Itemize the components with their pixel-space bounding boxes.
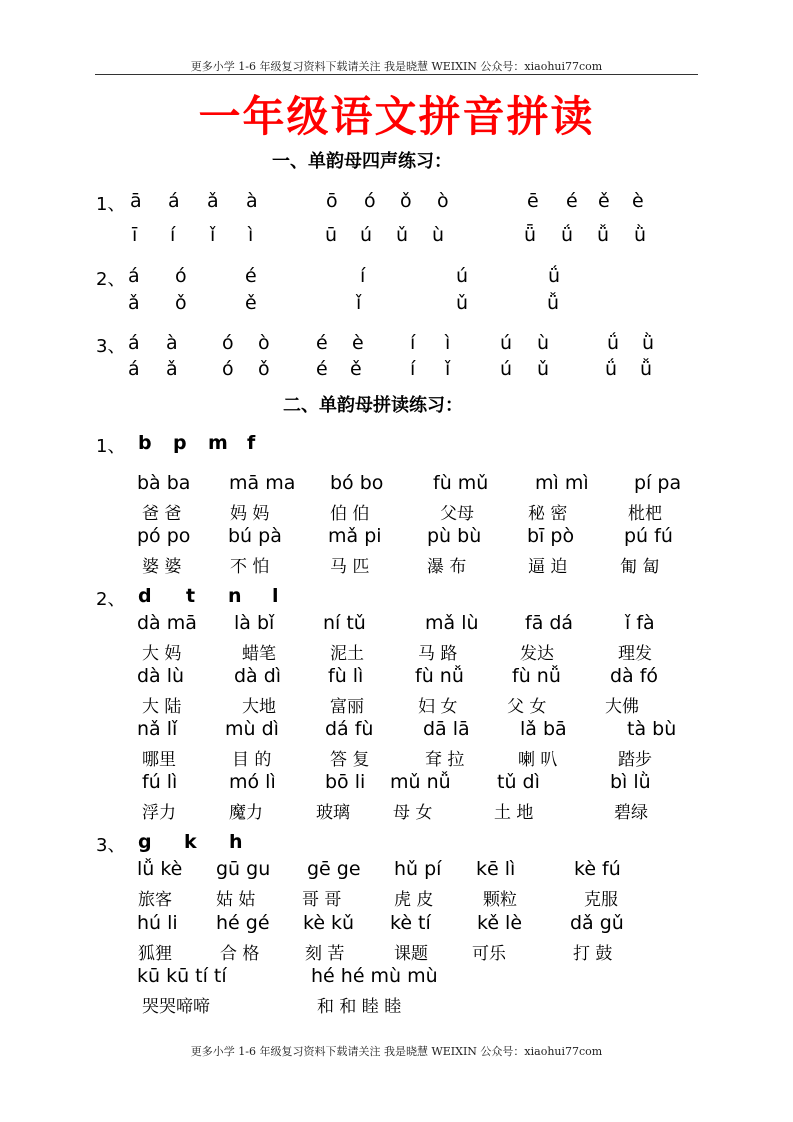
tone-vowel: ǚ: [547, 292, 560, 314]
pinyin-word: dà mā: [137, 612, 197, 634]
pinyin-word: kē lì: [476, 858, 516, 880]
pinyin-word: hú li: [137, 912, 178, 934]
hanzi-word: 泥土: [330, 644, 364, 664]
tone-vowel: ě: [598, 190, 610, 212]
pinyin-word: pù bù: [427, 525, 482, 547]
pinyin-word: kè kǔ: [303, 912, 355, 934]
page-footer: 更多小学 1-6 年级复习资料下载请关注 我是晓慧 WEIXIN 公众号：xiaohui77com: [190, 1045, 603, 1058]
initial-letter: d: [138, 585, 152, 607]
tone-vowel: ǔ: [456, 292, 469, 314]
initial-letter: f: [247, 432, 256, 454]
hanzi-word: 父母: [440, 504, 474, 524]
s1-number-3: 3、: [96, 336, 126, 357]
tone-vowel: á: [128, 265, 140, 287]
hanzi-word: 狐狸: [138, 944, 172, 964]
tone-vowel: ǘ: [561, 224, 574, 246]
pinyin-word: kè fú: [574, 858, 621, 880]
hanzi-word: 父 女: [507, 697, 547, 717]
pinyin-word: dà dì: [234, 665, 282, 687]
tone-vowel: ó: [222, 332, 234, 354]
hanzi-word: 目 的: [232, 750, 272, 770]
hanzi-word: 哥 哥: [302, 890, 342, 910]
pinyin-word: hǔ pí: [394, 858, 442, 880]
pinyin-word: bó bo: [330, 472, 384, 494]
pinyin-word: hé hé mù mù: [311, 965, 438, 987]
tone-vowel: ó: [222, 358, 234, 380]
pinyin-word: lǚ kè: [137, 858, 183, 880]
pinyin-word: ní tǔ: [323, 612, 366, 634]
pinyin-word: tǔ dì: [497, 771, 540, 793]
hanzi-word: 蜡笔: [242, 644, 276, 664]
tone-vowel: é: [316, 332, 328, 354]
pinyin-word: fù lì: [328, 665, 364, 687]
g1-number: 1、: [96, 436, 126, 457]
tone-vowel: ò: [258, 332, 270, 354]
hanzi-word: 伯 伯: [330, 504, 370, 524]
tone-vowel: ī: [132, 224, 138, 246]
pinyin-word: mì mì: [535, 472, 589, 494]
tone-vowel: ě: [245, 292, 257, 314]
initial-letter: h: [229, 831, 243, 853]
hanzi-word: 发达: [520, 644, 554, 664]
tone-vowel: ǚ: [597, 224, 610, 246]
tone-vowel: ò: [437, 190, 449, 212]
pinyin-word: tà bù: [627, 718, 677, 740]
tone-vowel: ú: [500, 358, 513, 380]
hanzi-word: 逼 迫: [528, 557, 568, 577]
tone-vowel: ǘ: [605, 358, 618, 380]
pinyin-word: pú fú: [624, 525, 673, 547]
pinyin-word: hé gé: [216, 912, 270, 934]
tone-vowel: ǜ: [642, 332, 655, 354]
hanzi-word: 克服: [584, 890, 618, 910]
pinyin-word: mā ma: [229, 472, 296, 494]
tone-vowel: ǐ: [356, 292, 362, 314]
pinyin-word: bō li: [325, 771, 366, 793]
hanzi-word: 不 怕: [230, 557, 270, 577]
page-title: 一年级语文拼音拼读: [198, 92, 595, 141]
hanzi-word: 姑 姑: [216, 890, 256, 910]
s1-number-1: 1、: [96, 194, 126, 215]
initial-letter: b: [138, 432, 152, 454]
tone-vowel: é: [316, 358, 328, 380]
header-rule: [95, 74, 698, 75]
pinyin-word: bì lǜ: [610, 771, 651, 793]
tone-vowel: ǔ: [396, 224, 409, 246]
pinyin-word: fā dá: [525, 612, 574, 634]
hanzi-word: 大佛: [605, 697, 639, 717]
tone-vowel: à: [246, 190, 258, 212]
hanzi-word: 哪里: [142, 750, 176, 770]
tone-vowel: ǜ: [634, 224, 647, 246]
hanzi-word: 颗粒: [483, 890, 517, 910]
tone-vowel: ū: [325, 224, 338, 246]
tone-vowel: ā: [130, 190, 142, 212]
hanzi-word: 妈 妈: [230, 504, 270, 524]
hanzi-word: 土 地: [494, 803, 534, 823]
tone-vowel: ǘ: [607, 332, 620, 354]
initial-letter: p: [173, 432, 187, 454]
section-1-title: 一、单韵母四声练习：: [272, 151, 452, 172]
tone-vowel: ǐ: [210, 224, 216, 246]
pinyin-word: fú lì: [142, 771, 178, 793]
hanzi-word: 魔力: [229, 803, 263, 823]
tone-vowel: ì: [248, 224, 254, 246]
tone-vowel: ǘ: [548, 265, 561, 287]
pinyin-word: mù dì: [225, 718, 279, 740]
initial-letter: t: [186, 585, 196, 607]
hanzi-word: 大 妈: [142, 644, 182, 664]
hanzi-word: 浮力: [142, 803, 176, 823]
pinyin-word: mǔ nǚ: [390, 771, 451, 793]
tone-vowel: á: [128, 332, 140, 354]
tone-vowel: ō: [326, 190, 338, 212]
hanzi-word: 大 陆: [142, 697, 182, 717]
pinyin-word: dá fù: [325, 718, 374, 740]
pinyin-word: dà fó: [610, 665, 659, 687]
initial-letter: n: [228, 585, 242, 607]
hanzi-word: 枇杷: [628, 504, 662, 524]
tone-vowel: é: [245, 265, 257, 287]
hanzi-word: 打 鼓: [573, 944, 613, 964]
pinyin-word: gū gu: [216, 858, 271, 880]
hanzi-word: 匍 匐: [620, 557, 660, 577]
initial-letter: m: [208, 432, 228, 454]
initial-letter: g: [138, 831, 152, 853]
hanzi-word: 瀑 布: [427, 557, 467, 577]
tone-vowel: ù: [432, 224, 445, 246]
pinyin-word: ǐ fà: [625, 612, 655, 634]
pinyin-word: kě lè: [477, 912, 523, 934]
pinyin-word: gē ge: [307, 858, 361, 880]
hanzi-word: 虎 皮: [394, 890, 434, 910]
section-2-title: 二、单韵母拼读练习：: [283, 395, 463, 416]
tone-vowel: ǔ: [537, 358, 550, 380]
pinyin-word: là bǐ: [234, 612, 275, 634]
hanzi-word: 母 女: [393, 803, 433, 823]
tone-vowel: ě: [350, 358, 362, 380]
hanzi-word: 婆 婆: [142, 557, 182, 577]
pinyin-word: fù nǚ: [512, 665, 561, 687]
pinyin-word: fù nǚ: [415, 665, 464, 687]
hanzi-word: 刻 苦: [305, 944, 345, 964]
g2-number: 2、: [96, 589, 126, 610]
pinyin-word: mǎ pi: [328, 525, 382, 547]
tone-vowel: í: [360, 265, 366, 287]
pinyin-word: kè tí: [390, 912, 431, 934]
hanzi-word: 马 路: [418, 644, 458, 664]
pinyin-word: bī pò: [527, 525, 575, 547]
pinyin-word: kū kū tí tí: [137, 965, 227, 987]
hanzi-word: 踏步: [618, 750, 652, 770]
tone-vowel: ǎ: [207, 190, 219, 212]
hanzi-word: 可乐: [472, 944, 506, 964]
tone-vowel: ǎ: [128, 292, 140, 314]
tone-vowel: ǐ: [445, 358, 451, 380]
s1-number-2: 2、: [96, 269, 126, 290]
tone-vowel: ú: [456, 265, 469, 287]
pinyin-word: dā lā: [423, 718, 470, 740]
hanzi-word: 耷 拉: [425, 750, 465, 770]
tone-vowel: ì: [445, 332, 451, 354]
pinyin-word: fù mǔ: [433, 472, 489, 494]
hanzi-word: 喇 叭: [518, 750, 558, 770]
tone-vowel: ǒ: [400, 190, 412, 212]
hanzi-word: 碧绿: [614, 803, 648, 823]
tone-vowel: ǖ: [524, 224, 537, 246]
tone-vowel: é: [566, 190, 578, 212]
hanzi-word: 大地: [242, 697, 276, 717]
hanzi-word: 合 格: [220, 944, 260, 964]
tone-vowel: ó: [175, 265, 187, 287]
tone-vowel: è: [632, 190, 644, 212]
tone-vowel: ú: [360, 224, 373, 246]
page-header: 更多小学 1-6 年级复习资料下载请关注 我是晓慧 WEIXIN 公众号：xiaohui77com: [190, 60, 603, 73]
hanzi-word: 爸 爸: [142, 504, 182, 524]
initial-letter: l: [272, 585, 279, 607]
tone-vowel: á: [168, 190, 180, 212]
pinyin-word: nǎ lǐ: [137, 718, 178, 740]
tone-vowel: ǒ: [258, 358, 270, 380]
hanzi-word: 哭哭啼啼: [142, 997, 210, 1017]
hanzi-word: 玻璃: [316, 803, 350, 823]
tone-vowel: ú: [500, 332, 513, 354]
pinyin-word: pó po: [137, 525, 191, 547]
pinyin-word: dǎ gǔ: [570, 912, 624, 934]
pinyin-word: lǎ bā: [520, 718, 567, 740]
pinyin-word: bú pà: [228, 525, 282, 547]
hanzi-word: 马 匹: [330, 557, 370, 577]
pinyin-word: bà ba: [137, 472, 191, 494]
pinyin-word: mó lì: [229, 771, 276, 793]
hanzi-word: 理发: [618, 644, 652, 664]
hanzi-word: 妇 女: [418, 697, 458, 717]
pinyin-word: mǎ lù: [425, 612, 479, 634]
tone-vowel: ǎ: [166, 358, 178, 380]
tone-vowel: ǒ: [175, 292, 187, 314]
pinyin-word: dà lù: [137, 665, 185, 687]
hanzi-word: 答 复: [330, 750, 370, 770]
tone-vowel: ù: [537, 332, 550, 354]
hanzi-word: 课题: [394, 944, 428, 964]
tone-vowel: í: [410, 358, 416, 380]
tone-vowel: è: [352, 332, 364, 354]
tone-vowel: ǚ: [640, 358, 653, 380]
hanzi-word: 旅客: [138, 890, 172, 910]
initial-letter: k: [184, 831, 197, 853]
pinyin-word: pí pa: [634, 472, 682, 494]
tone-vowel: ó: [364, 190, 376, 212]
hanzi-word: 富丽: [330, 697, 364, 717]
tone-vowel: í: [170, 224, 176, 246]
tone-vowel: á: [128, 358, 140, 380]
g3-number: 3、: [96, 835, 126, 856]
hanzi-word: 秘 密: [528, 504, 568, 524]
tone-vowel: à: [166, 332, 178, 354]
tone-vowel: ē: [527, 190, 539, 212]
hanzi-word: 和 和 睦 睦: [317, 997, 402, 1017]
tone-vowel: í: [410, 332, 416, 354]
